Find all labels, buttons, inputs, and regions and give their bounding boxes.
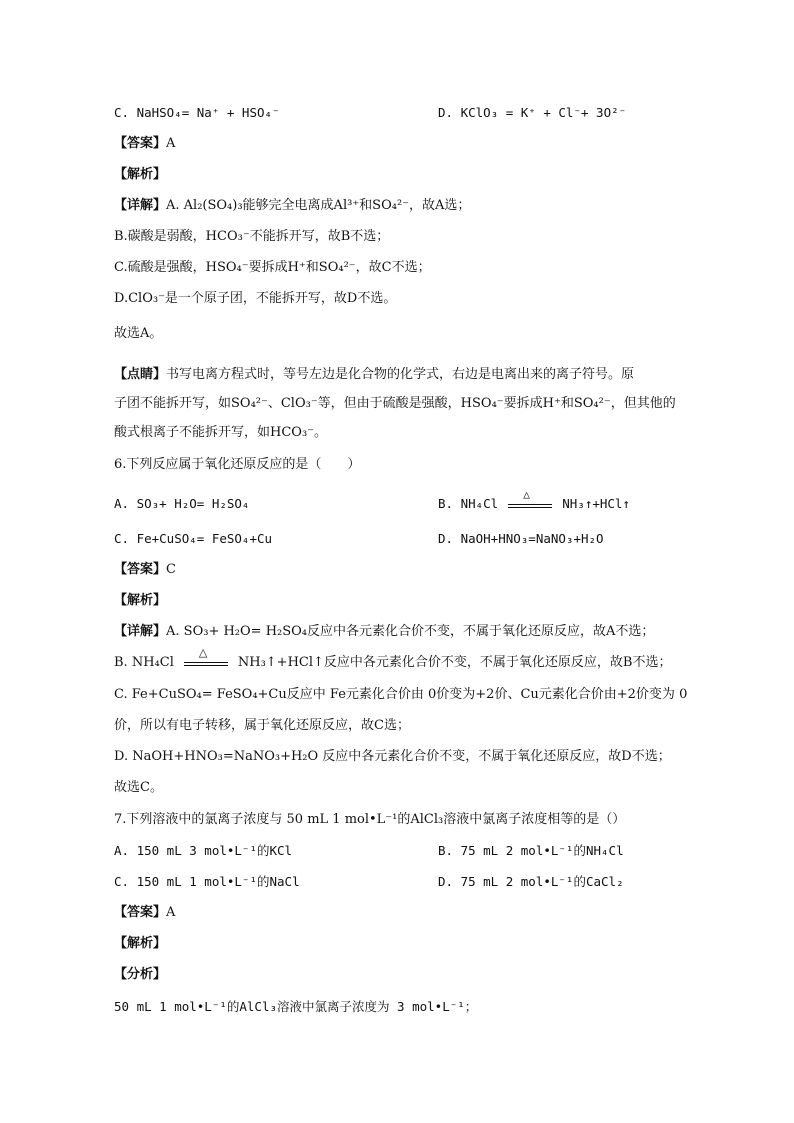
q6-choose: 故选C。: [114, 780, 163, 795]
q6-option-a: A. SO₃+ H₂O= H₂SO₄: [114, 496, 250, 511]
answer-value: C: [166, 562, 176, 577]
q5-detail-a: [114, 197, 470, 215]
q6-detail-a: [114, 623, 654, 641]
option-b-right: NH₃↑+HCl↑: [562, 496, 630, 511]
q5-analysis-tag: 【解析】: [114, 167, 167, 182]
q6-answer: [114, 561, 176, 579]
q5-detail-d: D.ClO₃⁻是一个原子团，不能拆开写，故D不选。: [114, 291, 397, 306]
q6-stem: 6.下列反应属于氧化还原反应的是（ ）: [114, 457, 361, 472]
q6-option-d: D. NaOH+HNO₃=NaNO₃+H₂O: [438, 531, 604, 546]
q5-answer: [114, 135, 175, 153]
detail-b-right: NH₃↑+HCl↑反应中各元素化合价不变，不属于氧化还原反应，故B不选；: [237, 655, 672, 670]
q6-analysis-tag: 【解析】: [114, 593, 167, 608]
q6-detail-b: [114, 646, 672, 672]
detail-tag: 【详解】: [114, 624, 167, 639]
q7-option-a: A. 150 mL 3 mol•L⁻¹的KCl: [114, 843, 293, 858]
reaction-line: [508, 507, 552, 508]
reaction-line: [184, 662, 228, 663]
q5-option-d: D. KClO₃ = K⁺ + Cl⁻+ 3O²⁻: [438, 105, 627, 120]
q5-detail-b: B.碳酸是弱酸，HCO₃⁻不能拆开写，故B不选；: [114, 229, 390, 244]
reaction-line: [508, 504, 552, 505]
q7-option-c: C. 150 mL 1 mol•L⁻¹的NaCl: [114, 874, 300, 889]
q6-option-b: [438, 488, 630, 513]
detail-tag: 【详解】: [114, 198, 167, 213]
q7-stem: 7.下列溶液中的氯离子浓度与 50 mL 1 mol•L⁻¹的AlCl₃溶液中氯离子浓度相等的是（）: [114, 812, 626, 827]
answer-value: A: [166, 905, 176, 920]
q7-answer: [114, 904, 175, 922]
q7-analyze-tag: 【分析】: [114, 967, 167, 982]
heat-condition-icon: [184, 646, 228, 668]
detail-text: A. Al₂(SO₄)₃能够完全电离成Al³⁺和SO₄²⁻，故A选；: [166, 198, 471, 213]
q7-analysis-tag: 【解析】: [114, 936, 167, 951]
q6-detail-c-1: C. Fe+CuSO₄= FeSO₄+Cu反应中 Fe元素化合价由 0价变为+2价、Cu元素化合价由+2价变为 0: [114, 687, 688, 702]
q7-analyze-1: 50 mL 1 mol•L⁻¹的AlCl₃溶液中氯离子浓度为 3 mol•L⁻¹；: [114, 999, 478, 1014]
q5-choose: 故选A。: [114, 326, 163, 341]
tip-tag: 【点睛】: [114, 367, 167, 382]
tip-text: 书写电离方程式时，等号左边是化合物的化学式，右边是电离出来的离子符号。原: [166, 367, 635, 382]
answer-tag: 【答案】: [114, 562, 167, 577]
q5-detail-c: C.硫酸是强酸，HSO₄⁻要拆成H⁺和SO₄²⁻，故C不选；: [114, 260, 431, 275]
q7-option-b: B. 75 mL 2 mol•L⁻¹的NH₄Cl: [438, 843, 624, 858]
q5-option-c: C. NaHSO₄= Na⁺ + HSO₄⁻: [114, 105, 280, 120]
delta-icon: △: [198, 646, 208, 659]
reaction-line: [184, 665, 228, 666]
detail-text: A. SO₃+ H₂O= H₂SO₄反应中各元素化合价不变，不属于氧化还原反应，故A不选；: [166, 624, 655, 639]
q6-option-c: C. Fe+CuSO₄= FeSO₄+Cu: [114, 531, 273, 546]
answer-tag: 【答案】: [114, 905, 167, 920]
answer-value: A: [166, 136, 176, 151]
heat-condition-icon: [508, 488, 552, 510]
option-b-left: B. NH₄Cl: [438, 496, 499, 511]
answer-tag: 【答案】: [114, 136, 167, 151]
q5-tip-2: 子团不能拆开写，如SO₄²⁻、ClO₃⁻等，但由于硫酸是强酸，HSO₄⁻要拆成H⁺和SO₄²⁻，但其他的: [114, 396, 676, 411]
detail-b-left: B. NH₄Cl: [114, 655, 174, 670]
q7-option-d: D. 75 mL 2 mol•L⁻¹的CaCl₂: [438, 874, 624, 889]
q5-tip-1: [114, 366, 634, 384]
q5-tip-3: 酸式根离子不能拆开写，如HCO₃⁻。: [114, 425, 328, 440]
delta-icon: △: [523, 488, 530, 501]
q6-detail-d: D. NaOH+HNO₃=NaNO₃+H₂O 反应中各元素化合价不变，不属于氧化还原反应，故D不选；: [114, 749, 671, 764]
q6-detail-c-2: 价，所以有电子转移，属于氧化还原反应，故C选；: [114, 718, 410, 733]
